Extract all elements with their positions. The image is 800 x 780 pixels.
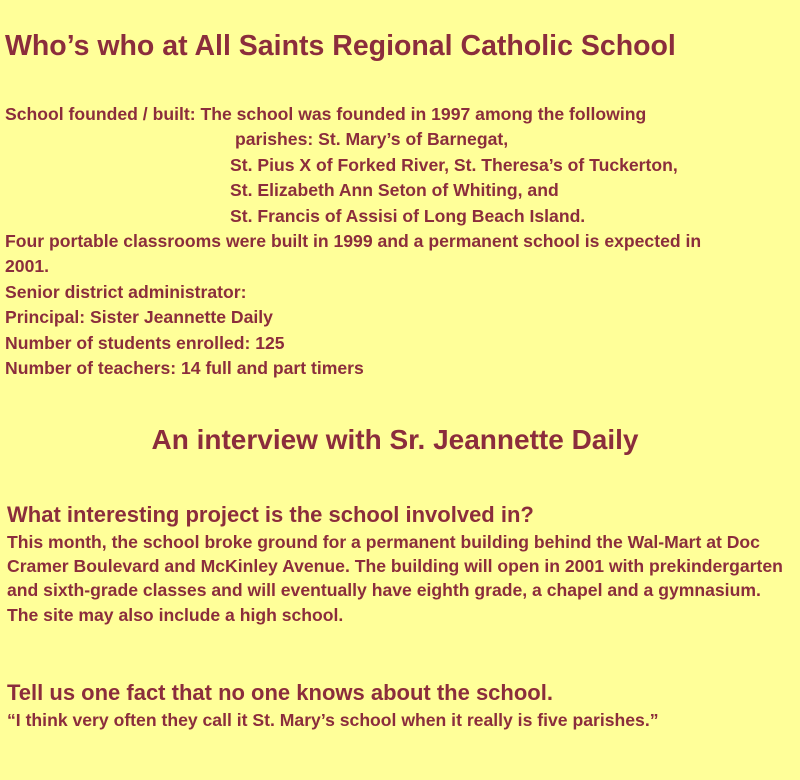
school-facts — [5, 102, 795, 381]
interview-answer: “I think very often they call it St. Mary’s school when it really is five parishes.” — [7, 710, 659, 730]
interview-answer: This month, the school broke ground for a permanent building behind the Wal-Mart at Doc Cramer Boulevard and McKinley Avenue. The building will open in 2001 with prekindergarten and sixth-grade classes and will eventually have eighth grade, a chapel and a gymnasium. The site may also include a high school. — [7, 532, 783, 625]
founded-parishes-line: St. Francis of Assisi of Long Beach Island. — [230, 205, 586, 226]
page-title: Who’s who at All Saints Regional Catholic School — [5, 30, 676, 62]
administrator-fact: Senior district administrator: — [5, 281, 247, 302]
interview-question: Tell us one fact that no one knows about the school. — [7, 680, 553, 705]
principal-fact: Principal: Sister Jeannette Daily — [5, 307, 273, 328]
founded-line: School founded / built: The school was founded in 1997 among the following — [5, 104, 647, 124]
founded-parishes-line: St. Elizabeth Ann Seton of Whiting, and — [230, 180, 559, 201]
teachers-fact: Number of teachers: 14 full and part timers — [5, 358, 364, 379]
founded-parishes-line: St. Pius X of Forked River, St. Theresa’s of Tuckerton, — [230, 154, 678, 175]
portables-fact: Four portable classrooms were built in 1999 and a permanent school is expected in 2001. — [5, 231, 702, 277]
founded-parishes-line: parishes: St. Mary’s of Barnegat, — [235, 129, 509, 150]
interview-question: What interesting project is the school involved in? — [7, 502, 534, 527]
interview-heading: An interview with Sr. Jeannette Daily — [151, 424, 639, 455]
students-fact: Number of students enrolled: 125 — [5, 332, 285, 353]
